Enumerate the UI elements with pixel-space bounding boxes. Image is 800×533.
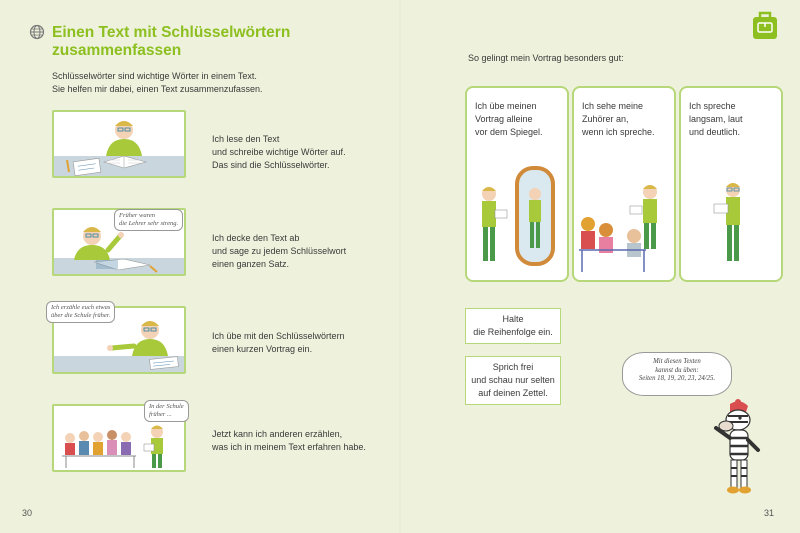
backpack-icon: [749, 9, 781, 41]
step-2-line-3: einen ganzen Satz.: [212, 259, 290, 269]
tip-3-line-2: langsam, laut: [689, 114, 743, 124]
tip-card-mirror: [465, 86, 569, 282]
ref-line-2: kannst du üben:: [655, 366, 699, 374]
step-2-text: [212, 232, 346, 271]
step-4-line-1: Jetzt kann ich anderen erzählen,: [212, 429, 343, 439]
tip-1-line-3: vor dem Spiegel.: [475, 127, 543, 137]
intro-line-2: Sie helfen mir dabei, einen Text zusammenzufassen.: [52, 84, 263, 94]
step-4-bubble-line-1: In der Schule: [149, 403, 184, 410]
tip-2-line-2: Zuhörer an,: [582, 114, 629, 124]
step-1-line-3: Das sind die Schlüsselwörter.: [212, 160, 330, 170]
box-2-line-1: Sprich frei: [492, 362, 534, 372]
page-number-right: 31: [764, 508, 775, 518]
globe-icon: [29, 24, 45, 40]
tip-1-line-1: Ich übe meinen: [475, 101, 537, 111]
audience-illustration: [574, 150, 674, 280]
tip-1-line-2: Vortrag alleine: [475, 114, 533, 124]
tip-1-text: [475, 100, 543, 139]
ref-line-1: Mit diesen Texten: [653, 358, 701, 365]
step-3-bubble-line-2: über die Schule früher.: [51, 312, 111, 319]
box-1-line-2: die Reihenfolge ein.: [473, 327, 553, 337]
step-4-text: [212, 428, 366, 454]
tip-2-text: [582, 100, 655, 139]
practice-pages-bubble: [622, 352, 732, 396]
step-4-speech-bubble: [144, 400, 189, 422]
step-4-bubble-line-2: früher ...: [149, 411, 172, 418]
intro-line-1: Schlüsselwörter sind wichtige Wörter in einem Text.: [52, 71, 257, 81]
step-3-text: [212, 330, 345, 356]
tip-2-line-1: Ich sehe meine: [582, 101, 644, 111]
ref-line-3: Seiten 18, 19, 20, 23, 24/25.: [638, 375, 716, 382]
step-2-bubble-line-2: die Lehrer sehr streng.: [119, 220, 179, 227]
box-2-line-2: und schau nur selten: [471, 375, 555, 385]
box-2-line-3: auf deinen Zettel.: [478, 388, 548, 398]
tip-3-line-1: Ich spreche: [689, 101, 736, 111]
step-3-line-2: einen kurzen Vortrag ein.: [212, 344, 313, 354]
step-1-text: [212, 133, 346, 172]
tip-card-voice: [679, 86, 783, 282]
step-1-line-2: und schreibe wichtige Wörter auf.: [212, 147, 346, 157]
page-title: [52, 24, 352, 60]
tip-3-line-3: und deutlich.: [689, 127, 741, 137]
tips-subtitle: So gelingt mein Vortrag besonders gut:: [468, 53, 624, 63]
speaking-illustration: [681, 150, 781, 280]
step-3-bubble-line-1: Ich erzähle euch etwas: [51, 304, 111, 311]
step-2-line-1: Ich decke den Text ab: [212, 233, 300, 243]
page-spine: [399, 0, 401, 533]
tip-box-speak-freely: [465, 356, 561, 405]
title-line-1: Einen Text mit Schlüsselwörtern: [52, 24, 291, 41]
step-3-line-1: Ich übe mit den Schlüsselwörtern: [212, 331, 345, 341]
title-line-2: zusammenfassen: [52, 42, 182, 59]
page-number-left: 30: [22, 508, 33, 518]
step-3-speech-bubble: [46, 301, 115, 323]
tip-3-text: [689, 100, 743, 139]
step-2-speech-bubble: [114, 209, 183, 231]
box-1-line-1: Halte: [502, 314, 524, 324]
intro-text: [52, 70, 382, 96]
zebra-mascot: [700, 398, 770, 498]
illustration-reading: [52, 110, 186, 178]
step-2-line-2: und sage zu jedem Schlüsselwort: [212, 246, 347, 256]
tip-card-audience: [572, 86, 676, 282]
step-4-line-2: was ich in meinem Text erfahren habe.: [212, 442, 366, 452]
mirror-illustration: [467, 150, 567, 280]
tip-box-order: [465, 308, 561, 344]
step-2-bubble-line-1: Früher waren: [119, 212, 156, 219]
step-1-line-1: Ich lese den Text: [212, 134, 280, 144]
tip-2-line-3: wenn ich spreche.: [582, 127, 655, 137]
